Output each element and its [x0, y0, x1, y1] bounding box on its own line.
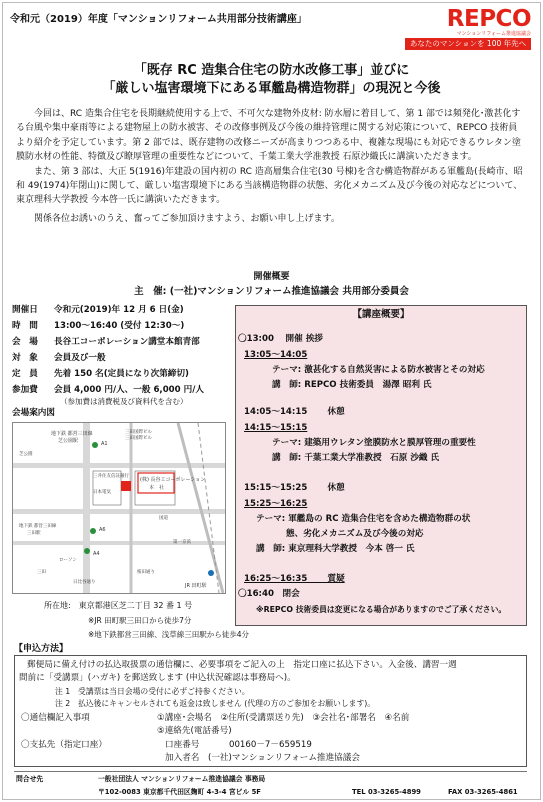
map-drawing [13, 423, 225, 593]
footer-label: 問合せ先 [16, 775, 44, 783]
program-line: テーマ: 軍艦島の RC 造集合住宅を含めた構造物群の状 [256, 514, 471, 524]
program-line: テーマ: 建築用ウレタン塗膜防水と膜厚管理の重要性 [272, 438, 476, 448]
program-line: 14:15～15:15 [244, 423, 308, 433]
program-line: 〇16:40 閉会 [238, 589, 300, 599]
footer-tel: TEL 03-3265-4899 [352, 788, 421, 796]
map-road [13, 541, 225, 545]
program-line: 13:05～14:05 [244, 350, 308, 360]
station-marker [84, 548, 90, 554]
station-marker [92, 442, 98, 448]
program-box [235, 305, 527, 626]
map-label: 地下鉄 都営三田線 [51, 431, 93, 437]
detail-value: 会員及び一般 [54, 353, 106, 363]
station-marker [208, 570, 214, 576]
fee-note: （参加費は消費税及び資料代を含む） [60, 397, 188, 406]
intro-paragraph-2: また、第 3 部は、大正 5(1916)年建設の国内初の RC 造高層集合住宅(30 号棟)を含む構造物群がある軍艦島(長崎市、昭和 49(1974)年閉山)に関して、厳しい塩害環境下にある当該構造物群の状態、劣化メカニズム及び今後の対応などについて、東京理科大学教授 今本啓一氏に講演いただきます。 [16, 166, 523, 206]
footer-fax: FAX 03-3265-4861 [448, 788, 518, 796]
series-title: 令和元（2019）年度「マンションリフォーム共用部分技術講座」 [10, 14, 307, 25]
detail-value: 長谷工コーポレーション講堂本館青部 [54, 337, 200, 347]
detail-key: 時 間 [12, 321, 38, 331]
intro-paragraph-1: 今回は、RC 造集合住宅を長期継続使用する上で、不可欠な建物外皮材: 防水層に着目して、第 1 部では頻発化･激甚化する台風や集中豪雨等による建物屋上の防水被害、その改修事例及び今後の維持管理に関する対応策について、REPCO 技術員より紹介を予定しています。第 2 部では、既存建物の改修ニーズが高まりつつある中、複雑な現場にも対応できるウレタン塗膜防水材の性能、特徴及び瞭厚管理の重要性などについて、千葉工業大学准教授 石原沙織氏に講演いただきます。 [16, 109, 521, 163]
program-line: 15:15～15:25 休憩 [244, 483, 345, 493]
venue-label: 本 社 [149, 485, 165, 491]
map-label: 三田 [37, 570, 46, 575]
application-note: 注 2 払込後にキャンセルされても返金は致しません (代理の方のご参加をお願いします)。 [55, 699, 376, 708]
station-marker [90, 528, 96, 534]
program-line: ※REPCO 技術委員は変更になる場合がありますのでご了承ください。 [256, 605, 507, 614]
logo-word: REPCO [446, 6, 531, 32]
application-tag: 【申込方法】 [14, 644, 69, 654]
detail-key: 開催日 [12, 305, 38, 315]
detail-target [12, 353, 237, 365]
account-holder: 加入者名 (一社)マンションリフォーム推進協議会 [165, 753, 360, 763]
pay-label: 〇支払先（指定口座） [21, 740, 107, 750]
map-label: ローソン [59, 558, 77, 563]
detail-capacity [12, 369, 237, 381]
footer-org: 一般社団法人 マンションリフォーム推進協議会 事務局 [98, 775, 266, 783]
footer-address: 〒102-0083 東京都千代田区麹町 4-3-4 宮ビル 5F [98, 788, 261, 796]
map-label: A1 [101, 441, 108, 447]
title-line-1: 「既存 RC 造集合住宅の防水改修工事」並びに [133, 63, 410, 78]
application-text: 間前に「受講票」(ハガキ) を郵送致します (申込状況確認は事務局へ)。 [19, 673, 296, 683]
map-label: 地下鉄 都営三田線 [19, 524, 57, 529]
detail-value: 13:00～16:40 (受付 12:30～) [54, 321, 185, 331]
program-line: 態、劣化メカニズム及び今後の対応 [286, 529, 424, 539]
access-jr: ※JR 田町駅三田口から徒歩7分 [88, 616, 192, 625]
map-road [178, 423, 223, 593]
detail-fee [12, 385, 237, 397]
account-number: 00160－7－659519 [229, 740, 312, 750]
map-label: 芝公園 [19, 452, 33, 457]
items-list: ⑤連絡先(電話番号) [157, 726, 232, 736]
overview-heading: 開催概要 [253, 272, 290, 282]
intro-text [16, 107, 526, 226]
detail-time [12, 321, 237, 333]
map-road [13, 463, 225, 468]
items-list: ①講座･会場名 ②住所(受講票送り先) ③会社名･部署名 ④名前 [157, 713, 410, 723]
map-label: A6 [99, 527, 106, 533]
map-label: JR 田町駅 [185, 583, 207, 589]
program-line: 14:05～14:15 休憩 [244, 407, 345, 417]
program-line: 講 師: 東京理科大学教授 今本 啓一 氏 [256, 544, 415, 554]
map-label: 三田国際ビル [125, 430, 152, 435]
title-line-2: 「厳しい塩害環境下にある軍艦島構造物群」の現況と今後 [102, 81, 441, 96]
map-label: 国道 [159, 516, 168, 521]
venue-address: 所在地: 東京都港区芝二丁目 32 番 1 号 [44, 601, 193, 610]
detail-key: 参加費 [12, 385, 38, 395]
detail-date [12, 305, 237, 317]
map-caption: 会場案内図 [12, 408, 55, 418]
program-line: 講 師: REPCO 技術委員 湯澤 昭利 氏 [272, 380, 432, 390]
map-label: 日本電気 [93, 490, 111, 495]
logo-sub: マンションリフォーム推進協議会 [456, 31, 531, 37]
venue-marker [121, 481, 131, 491]
account-label: 口座番号 [165, 740, 200, 750]
program-line: 16:25～16:35 質疑 [244, 574, 345, 584]
map-label: 三田国際ビル [125, 436, 152, 441]
detail-value: 令和元(2019)年 12 月 6 日(金) [54, 305, 184, 315]
detail-value: 先着 150 名(定員になり次第締切) [54, 369, 189, 379]
access-subway: ※地下鉄都営三田線、浅草線三田駅から徒歩4分 [88, 630, 250, 639]
detail-value: 会員 4,000 円/人、一般 6,000 円/人 [54, 385, 204, 395]
map-label: 第一京浜 [173, 540, 191, 545]
detail-key: 定 員 [12, 369, 38, 379]
map-label: 三井住友信託銀行 [93, 474, 129, 479]
logo-slogan: あなたのマンションを 100 年先へ [405, 38, 531, 50]
map-road [83, 423, 90, 593]
application-box [14, 655, 527, 767]
footer-divider [14, 771, 527, 772]
detail-venue [12, 337, 237, 349]
application-text: 郵便局に備え付けの払込取扱票の通信欄に、必要事項をご記入の上 指定口座に払込下さい。入金後、講習一週 [27, 660, 457, 670]
repco-logo [427, 7, 531, 37]
venue-map [12, 422, 226, 594]
map-label: 三田駅 [27, 531, 41, 536]
organizer: 主 催: (一社)マンションリフォーム推進協議会 共用部分委員会 [134, 286, 409, 297]
intro-paragraph-3: 関係各位お誘いのうえ、奮ってご参加頂けますよう、お願い申し上げます。 [34, 213, 340, 224]
program-heading: 【講座概要】 [352, 309, 410, 320]
map-label: 日比谷通り [73, 580, 96, 585]
map-label: A4 [93, 551, 100, 557]
program-line: 15:25～16:25 [244, 499, 308, 509]
venue-label: (株) 長谷工コーポレーション [140, 477, 206, 483]
items-label: 〇通信欄記入事項 [21, 713, 90, 723]
application-note: 注 1 受講票は当日会場の受付に必ずご持参ください。 [55, 687, 250, 696]
detail-key: 対 象 [12, 353, 38, 363]
map-label: 芝公園駅 [58, 438, 79, 444]
program-line: テーマ: 激甚化する自然災害による防水被害とその対応 [272, 365, 485, 375]
map-road [13, 509, 225, 514]
detail-key: 会 場 [12, 337, 38, 347]
map-label: 桜田通り [137, 570, 155, 575]
program-line: 講 師: 千葉工業大学准教授 石原 沙織 氏 [272, 453, 440, 463]
program-line: 〇13:00 開催 挨拶 [238, 334, 323, 344]
